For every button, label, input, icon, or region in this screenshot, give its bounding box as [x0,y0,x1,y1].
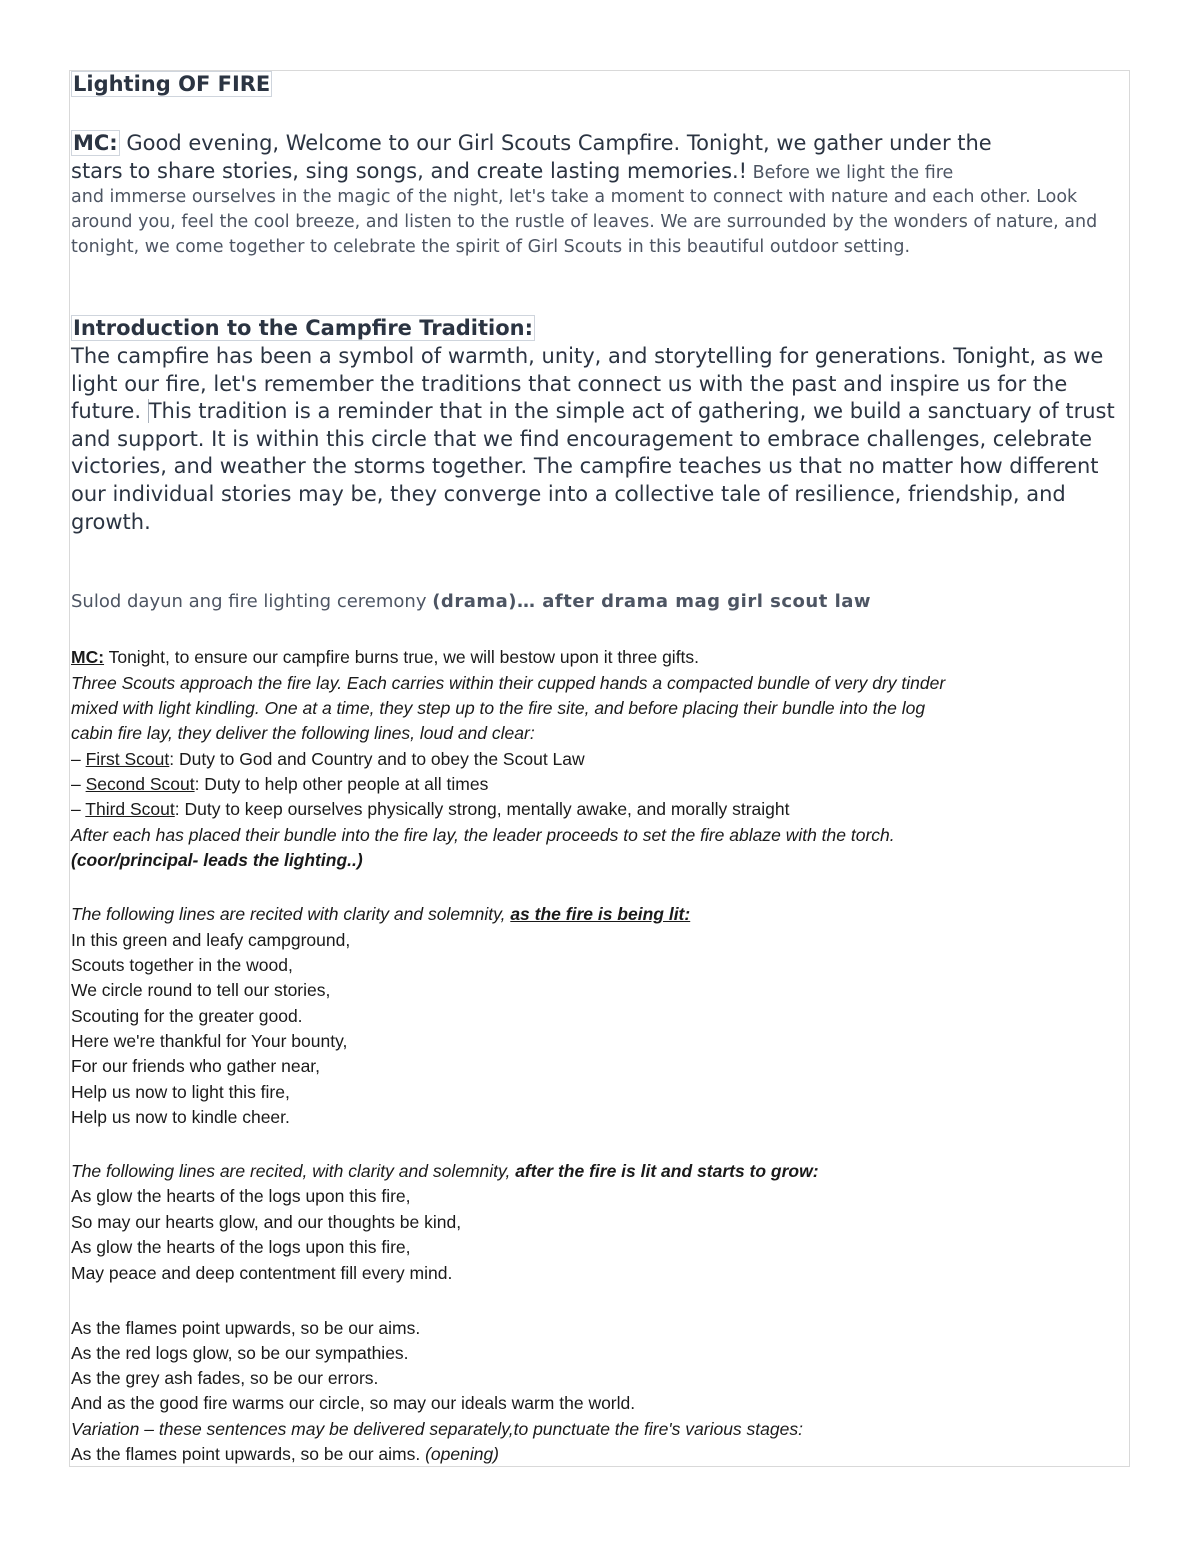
verse-line: Scouts together in the wood, [71,955,293,975]
verse-line: May peace and deep contentment fill every mind. [71,1263,453,1283]
verse-line: Scouting for the greater good. [71,1006,303,1026]
recite2-intro-text: The following lines are recited, with clarity and solemnity, [71,1161,516,1181]
recite1-intro-text: The following lines are recited with clarity and solemnity, [71,904,511,924]
mc-intro-line2 [71,157,953,187]
variation-line: Variation – these sentences may be delivered separately,to punctuate the fire's various stages: [71,1419,803,1439]
flames-line: As the red logs glow, so be our sympathies. [71,1343,409,1363]
recite1-emph: as the fire is being lit: [510,904,691,924]
tradition-text-a: The campfire has been a symbol of warmth, unity, and storytelling for generations. Tonight, as we light our fire, let's remember the traditions that connect us with the past and inspire us for the future. [71,344,1104,424]
scout-line-second [71,772,488,797]
mc-label: MC: [73,131,118,155]
verse-line: Help us now to light this fire, [71,1082,290,1102]
last-line-note: (opening) [425,1444,500,1464]
mc-intro-line1 [71,129,992,157]
tradition-text-b: This tradition is a reminder that in the simple act of gathering, we build a sanctuary of trust and support. It is within this circle that we find encouragement to embrace challenges, celebrate victories, and weather the storms together. The campfire teaches us that no matter how different our individual stories may be, they converge into a collective tale of resilience, friendship, and growth. [71,399,1115,534]
recite1-intro [71,902,690,927]
mc-intro-paragraph: and immerse ourselves in the magic of the night, let's take a moment to connect with nature and each other. Look around you, feel the cool breeze, and listen to the rustle of leaves. We are surrounded by the wonders of nature, and tonight, we come together to celebrate the spirit of Girl Scouts in this beautiful outdoor setting. [71,187,1098,257]
verse-line: We circle round to tell our stories, [71,980,331,1000]
after-bundle-line: After each has placed their bundle into the fire lay, the leader proceeds to set the fire ablaze with the torch. [71,825,895,845]
scout-dash: – [71,799,86,819]
scout-duty: : Duty to help other people at all times [194,774,489,794]
scout-name: Second Scout [85,774,195,794]
sulod-plain: Sulod dayun ang fire lighting ceremony [71,591,433,612]
scout-line-first [71,747,585,772]
scout-line-third [71,797,790,822]
scout-duty: : Duty to God and Country and to obey the Scout Law [169,749,585,769]
recite2-emph: after the fire is lit and starts to grow: [515,1161,819,1181]
scout-dash: – [71,749,86,769]
sulod-bold: (drama)… after drama mag girl scout law [432,591,872,612]
mc-intro-text2-rest: Before we light the fire [747,163,954,183]
verse-line: So may our hearts glow, and our thoughts be kind, [71,1212,462,1232]
verse-line: Help us now to kindle cheer. [71,1107,290,1127]
tradition-paragraph [71,343,1131,536]
mc-intro-text1: Good evening, Welcome to our Girl Scouts Campfire. Tonight, we gather under the [119,131,992,155]
scout-name: First Scout [85,749,170,769]
mc-gifts-label: MC: [71,647,105,667]
verse-line: Here we're thankful for Your bounty, [71,1031,348,1051]
instruction-line: mixed with light kindling. One at a time, they step up to the fire site, and before placing their bundle into the log [71,698,926,718]
verse-line: As glow the hearts of the logs upon this fire, [71,1186,411,1206]
recite2-intro [71,1159,819,1184]
tradition-heading [71,316,535,340]
mc-gifts-line [71,645,699,670]
scout-name: Third Scout [85,799,175,819]
document-title [71,72,272,96]
flames-line: As the flames point upwards, so be our aims. [71,1318,421,1338]
tradition-heading-text: Introduction to the Campfire Tradition: [73,316,534,340]
mc-intro-text2: stars to share stories, sing songs, and create lasting memories.! [71,159,748,183]
last-line-text: As the flames point upwards, so be our aims. [71,1444,426,1464]
instruction-line: Three Scouts approach the fire lay. Each carries within their cupped hands a compacted bundle of very dry tinder [71,673,946,693]
mc-gifts-text: Tonight, to ensure our campfire burns true, we will bestow upon it three gifts. [104,647,700,667]
last-line [71,1442,499,1467]
title-text: Lighting OF FIRE [73,72,271,96]
verse-line: For our friends who gather near, [71,1056,321,1076]
coor-note: (coor/principal- leads the lighting..) [71,850,363,870]
verse-line: As glow the hearts of the logs upon this fire, [71,1237,411,1257]
flames-line: As the grey ash fades, so be our errors. [71,1368,379,1388]
scout-duty: : Duty to keep ourselves physically strong, mentally awake, and morally straight [174,799,790,819]
verse-line: In this green and leafy campground, [71,930,351,950]
scout-dash: – [71,774,86,794]
sulod-line [71,591,871,612]
flames-line: And as the good fire warms our circle, so may our ideals warm the world. [71,1393,636,1413]
instruction-line: cabin fire lay, they deliver the following lines, loud and clear: [71,723,535,743]
